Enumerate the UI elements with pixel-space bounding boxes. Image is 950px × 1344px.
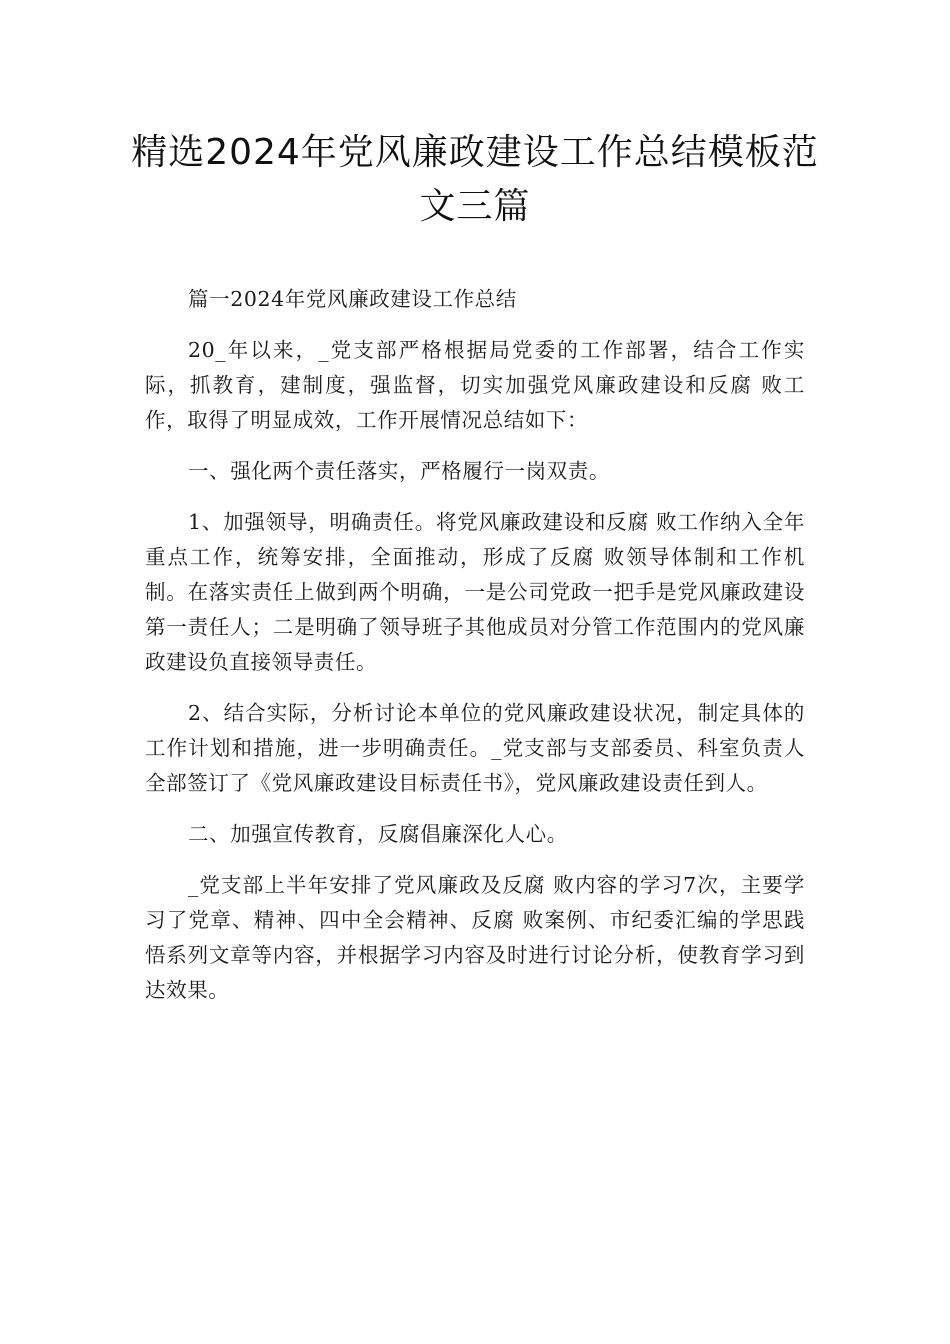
body-paragraph: 1、加强领导，明确责任。将党风廉政建设和反腐 败工作纳入全年重点工作，统筹安排，全面推动，形成了反腐 败领导体制和工作机制。在落实责任上做到两个明确，一是公司党政一把手是党风廉政建设第一责任人；二是明确了领导班子其他成员对分管工作范围内的党风廉政建设负直接领导责任。 bbox=[145, 510, 805, 674]
section-heading: 一、强化两个责任落实，严格履行一岗双责。 bbox=[188, 459, 610, 483]
document-body bbox=[145, 282, 805, 1024]
body-paragraph: 20_年以来，_党支部严格根据局党委的工作部署，结合工作实际，抓教育，建制度，强监督，切实加强党风廉政建设和反腐 败工作，取得了明显成效，工作开展情况总结如下： bbox=[145, 338, 805, 432]
body-paragraph: 2、结合实际，分析讨论本单位的党风廉政建设状况，制定具体的工作计划和措施，进一步明确责任。_党支部与支部委员、科室负责人全部签订了《党风廉政建设目标责任书》，党风廉政建设责任到人。 bbox=[145, 701, 805, 795]
section-heading: 二、加强宣传教育，反腐倡廉深化人心。 bbox=[188, 822, 568, 846]
section-heading: 篇一2024年党风廉政建设工作总结 bbox=[188, 287, 517, 311]
body-paragraph: _党支部上半年安排了党风廉政及反腐 败内容的学习7次，主要学习了党章、精神、四中全会精神、反腐 败案例、市纪委汇编的学思践悟系列文章等内容，并根据学习内容及时进行讨论分析，使教育学习到达效果。 bbox=[145, 873, 805, 1002]
document-title: 精选2024年党风廉政建设工作总结模板范文三篇 bbox=[131, 132, 819, 227]
